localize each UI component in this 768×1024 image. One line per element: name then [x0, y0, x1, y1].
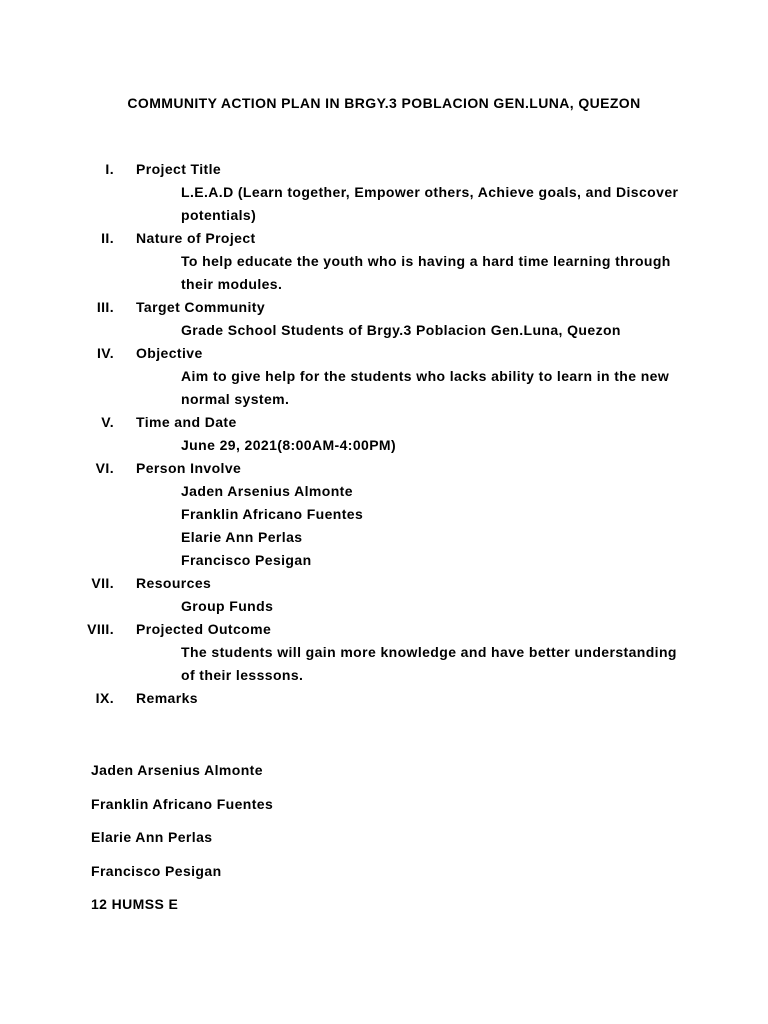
- signatory-name: Elarie Ann Perlas: [91, 829, 213, 845]
- section-heading: Resources: [136, 575, 212, 591]
- outline-item: [0, 457, 768, 572]
- section-numeral: VIII.: [87, 621, 114, 637]
- outline-list: [0, 158, 768, 710]
- document-title: COMMUNITY ACTION PLAN IN BRGY.3 POBLACION GEN.LUNA, QUEZON: [127, 95, 641, 111]
- outline-item: [0, 342, 768, 411]
- outline-item: [0, 158, 768, 227]
- section-heading: Objective: [136, 345, 203, 361]
- section-detail: L.E.A.D (Learn together, Empower others, Achieve goals, and Discover potentials): [181, 184, 679, 223]
- section-heading: Nature of Project: [136, 230, 256, 246]
- section-numeral: IX.: [95, 690, 114, 706]
- section-numeral: VII.: [91, 575, 114, 591]
- section-heading: Project Title: [136, 161, 222, 177]
- section-numeral: III.: [96, 299, 114, 315]
- section-detail: Jaden Arsenius Almonte: [181, 483, 353, 499]
- outline-item: [0, 227, 768, 296]
- outline-item: [0, 296, 768, 342]
- section-detail: Grade School Students of Brgy.3 Poblacion Gen.Luna, Quezon: [181, 322, 621, 338]
- section-numeral: II.: [101, 230, 114, 246]
- section-numeral: V.: [101, 414, 114, 430]
- section-heading: Projected Outcome: [136, 621, 272, 637]
- section-numeral: VI.: [95, 460, 114, 476]
- section-heading: Person Involve: [136, 460, 242, 476]
- signatory-name: Franklin Africano Fuentes: [91, 795, 274, 812]
- section-detail: Aim to give help for the students who lacks ability to learn in the new normal system.: [181, 368, 670, 407]
- section-heading: Time and Date: [136, 414, 237, 430]
- outline-item: [0, 411, 768, 457]
- section-numeral: IV.: [96, 345, 114, 361]
- section-heading: Remarks: [136, 690, 198, 706]
- section-heading: Target Community: [136, 299, 266, 315]
- section-detail: Franklin Africano Fuentes: [181, 506, 364, 522]
- signatory-name: Jaden Arsenius Almonte: [91, 762, 263, 778]
- signatory-name: 12 HUMSS E: [91, 896, 179, 912]
- outline-item: [0, 618, 768, 687]
- outline-item: [0, 687, 768, 710]
- signatory-list: [91, 754, 273, 922]
- signatory-name: Francisco Pesigan: [91, 862, 222, 879]
- section-detail: Group Funds: [181, 598, 274, 614]
- section-detail: Elarie Ann Perlas: [181, 529, 303, 545]
- outline-item: [0, 572, 768, 618]
- section-numeral: I.: [105, 161, 114, 177]
- section-detail: The students will gain more knowledge and have better understanding of their lesssons.: [181, 644, 677, 683]
- section-detail: June 29, 2021(8:00AM-4:00PM): [181, 437, 397, 453]
- section-detail: To help educate the youth who is having a hard time learning through their modules.: [181, 253, 671, 292]
- section-detail: Francisco Pesigan: [181, 552, 312, 568]
